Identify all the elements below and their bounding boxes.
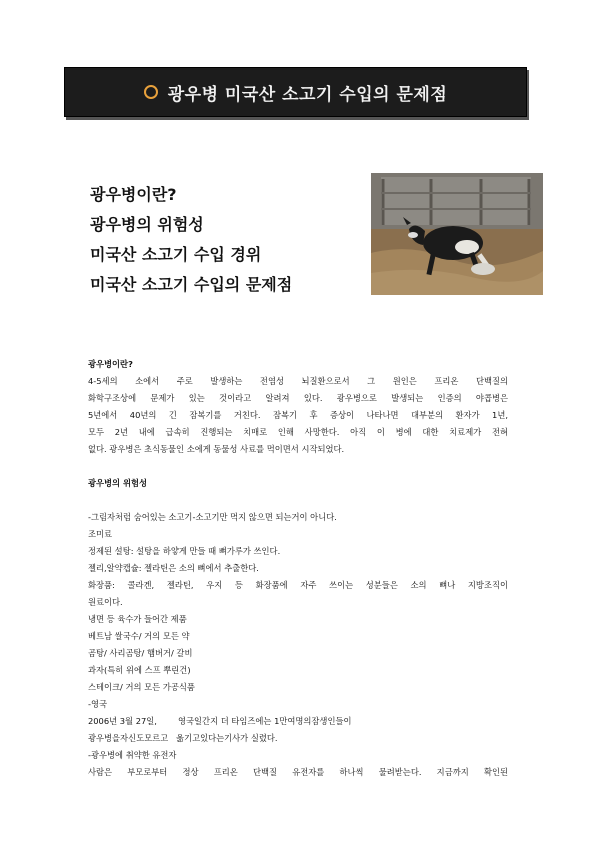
paragraph-line: 모두 2년 내에 급속히 진행되는 치매로 인해 사망한다. 아직 이 병에 대한 치료제가 전혀	[88, 427, 508, 437]
paragraph-line: 곰탕/ 사리곰탕/ 햄버거/ 갈비	[88, 648, 193, 658]
section-heading: 광우병의 위험성	[88, 478, 147, 488]
paragraph-line: 과자(특히 위에 스프 뿌린건)	[88, 665, 191, 675]
toc-item: 미국산 소고기 수입의 문제점	[90, 275, 293, 294]
cow-photo	[371, 173, 543, 295]
document-body	[88, 356, 508, 781]
paragraph-line: -그림자처럼 숨어있는 소고기-소고기만 먹지 않으면 되는거이 아니다.	[88, 512, 337, 522]
paragraph-line: 베트남 쌀국수/ 거의 모든 약	[88, 631, 190, 641]
section-heading: 광우병이란?	[88, 359, 133, 369]
table-of-contents	[90, 180, 370, 300]
paragraph-line: 2006년 3월 27일, 영국일간지 더 타임즈에는 1만여명의잠생인들이	[88, 716, 352, 726]
paragraph-line: 5년에서 40년의 긴 잠복기를 거친다. 잠복기 후 증상이 나타나면 대부분의 환자가 1년,	[88, 410, 508, 420]
paragraph-line: 광우병을자신도모르고 옮기고있다는기사가 실렸다.	[88, 733, 278, 743]
paragraph-line: 4-5세의 소에서 주로 발생하는 전염성 뇌질환으로서 그 원인은 프리온 단백질의	[88, 376, 508, 386]
toc-item: 미국산 소고기 수입 경위	[90, 245, 262, 264]
paragraph-line: -영국	[88, 699, 108, 709]
paragraph-line: 젤리,알약캡슐: 젤라틴은 소의 뼈에서 추출한다.	[88, 563, 259, 573]
toc-item: 광우병이란?	[90, 185, 177, 204]
paragraph-line: 원료이다.	[88, 597, 123, 607]
paragraph-line: 정제된 설탕: 설탕을 하얗게 만들 때 뼈가루가 쓰인다.	[88, 546, 281, 556]
title-bar	[64, 67, 527, 117]
cow-photo-illustration	[371, 173, 543, 295]
page-title: 광우병 미국산 소고기 수입의 문제점	[167, 84, 448, 105]
paragraph-line: 스테이크/ 거의 모든 가공식품	[88, 682, 195, 692]
paragraph-line: 사람은 부모로부터 정상 프리온 단백질 유전자를 하나씩 물려받는다. 지금까지 확인된	[88, 767, 508, 777]
paragraph-line: 화학구조상에 문제가 있는 것이라고 알려져 있다. 광우병으로 발생되는 인증의 야콥병은	[88, 393, 508, 403]
paragraph-line: 냉면 등 육수가 들어간 제품	[88, 614, 187, 624]
paragraph-line: 조미료	[88, 529, 113, 539]
paragraph-line: -광우병에 취약한 유전자	[88, 750, 177, 760]
paragraph-line: 없다. 광우병은 초식동물인 소에게 동물성 사료를 먹이면서 시작되었다.	[88, 444, 345, 454]
paragraph-line: 화장품: 콜라겐, 젤라틴, 우지 등 화장품에 자주 쓰이는 성분들은 소의 뼈나 지방조직이	[88, 580, 508, 590]
toc-item: 광우병의 위험성	[90, 215, 204, 234]
circle-bullet-icon	[144, 85, 158, 99]
